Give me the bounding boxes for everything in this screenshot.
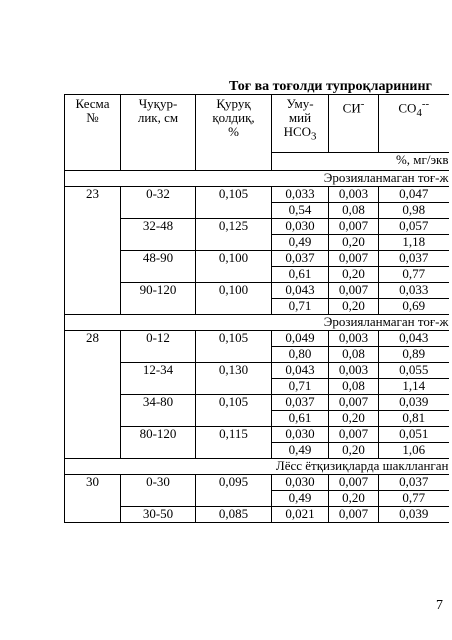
value-meq-cell: 0,08	[329, 379, 379, 395]
value-percent-cell: 0,007	[329, 395, 379, 411]
value-meq-cell: 0,20	[329, 267, 379, 283]
dry-residue-cell: 0,100	[196, 251, 272, 283]
section-label: Эрозияланмаган тоғ-ж	[65, 171, 449, 187]
units-label: %, мг/экв	[272, 153, 449, 171]
value-percent-cell: 0,037	[379, 251, 449, 267]
value-meq-cell: 0,89	[379, 347, 449, 363]
depth-cell: 0-12	[121, 331, 196, 363]
value-percent-cell: 0,007	[329, 427, 379, 443]
value-percent-cell: 0,003	[329, 187, 379, 203]
depth-cell: 80-120	[121, 427, 196, 459]
value-percent-cell: 0,003	[329, 363, 379, 379]
value-percent-cell: 0,030	[272, 475, 329, 491]
table-row	[65, 331, 449, 347]
value-meq-cell: 0,81	[379, 411, 449, 427]
header-dry-residue: Қуруқ қолдиқ, %	[196, 95, 272, 171]
value-meq-cell: 0,71	[272, 379, 329, 395]
value-meq-cell: 0,08	[329, 347, 379, 363]
header-hco3: Уму- мий $НСО_3$	[272, 95, 329, 153]
value-meq-cell: 1,18	[379, 235, 449, 251]
dry-residue-cell: 0,115	[196, 427, 272, 459]
value-percent-cell: 0,039	[379, 395, 449, 411]
table-row	[65, 219, 449, 235]
value-percent-cell: 0,033	[272, 187, 329, 203]
value-percent-cell: 0,051	[379, 427, 449, 443]
soil-salts-table	[64, 94, 449, 523]
value-meq-cell: 0,69	[379, 299, 449, 315]
profile-cell: 30	[65, 475, 121, 523]
table-title: Тоғ ва тоғолди тупроқларининг	[229, 79, 432, 94]
value-meq-cell: 1,06	[379, 443, 449, 459]
depth-cell: 0-30	[121, 475, 196, 507]
value-meq-cell: 0,71	[272, 299, 329, 315]
header-cl: СИ-	[329, 95, 379, 153]
page-number: 7	[436, 598, 443, 613]
table-row	[65, 187, 449, 203]
value-meq-cell: 0,77	[379, 267, 449, 283]
value-meq-cell: 0,49	[272, 443, 329, 459]
value-percent-cell: 0,007	[329, 475, 379, 491]
value-percent-cell: 0,037	[272, 251, 329, 267]
value-meq-cell: 0,20	[329, 235, 379, 251]
section-row	[65, 171, 449, 187]
depth-cell: 34-80	[121, 395, 196, 427]
value-percent-cell: 0,021	[272, 507, 329, 523]
value-percent-cell: 0,033	[379, 283, 449, 299]
value-percent-cell: 0,007	[329, 507, 379, 523]
table-row	[65, 395, 449, 411]
depth-cell: 32-48	[121, 219, 196, 251]
section-label: Лёсс ётқизиқларда шаклланган	[65, 459, 449, 475]
value-meq-cell: 1,14	[379, 379, 449, 395]
value-percent-cell: 0,049	[272, 331, 329, 347]
value-percent-cell: 0,043	[272, 363, 329, 379]
value-meq-cell: 0,54	[272, 203, 329, 219]
value-meq-cell: 0,98	[379, 203, 449, 219]
depth-cell: 12-34	[121, 363, 196, 395]
depth-cell: 48-90	[121, 251, 196, 283]
dry-residue-cell: 0,105	[196, 331, 272, 363]
value-meq-cell: 0,20	[329, 443, 379, 459]
value-meq-cell: 0,20	[329, 491, 379, 507]
value-percent-cell: 0,030	[272, 427, 329, 443]
dry-residue-cell: 0,125	[196, 219, 272, 251]
value-percent-cell: 0,055	[379, 363, 449, 379]
value-meq-cell: 0,49	[272, 235, 329, 251]
value-meq-cell: 0,80	[272, 347, 329, 363]
value-percent-cell: 0,043	[272, 283, 329, 299]
value-percent-cell: 0,043	[379, 331, 449, 347]
header-profile: Кесма №	[65, 95, 121, 171]
table-row	[65, 475, 449, 491]
value-meq-cell: 0,77	[379, 491, 449, 507]
depth-cell: 90-120	[121, 283, 196, 315]
table-row	[65, 363, 449, 379]
header-depth: Чуқур- лик, см	[121, 95, 196, 171]
value-meq-cell: 0,20	[329, 299, 379, 315]
dry-residue-cell: 0,100	[196, 283, 272, 315]
value-meq-cell: 0,61	[272, 411, 329, 427]
header-row	[65, 95, 449, 153]
value-percent-cell: 0,030	[272, 219, 329, 235]
value-percent-cell: 0,007	[329, 283, 379, 299]
table-row	[65, 427, 449, 443]
value-percent-cell: 0,047	[379, 187, 449, 203]
value-percent-cell: 0,037	[379, 475, 449, 491]
profile-cell: 23	[65, 187, 121, 315]
dry-residue-cell: 0,085	[196, 507, 272, 523]
value-percent-cell: 0,039	[379, 507, 449, 523]
table-body	[65, 95, 449, 523]
depth-cell: 0-32	[121, 187, 196, 219]
value-meq-cell: 0,08	[329, 203, 379, 219]
table-row	[65, 251, 449, 267]
value-meq-cell: 0,61	[272, 267, 329, 283]
table-row	[65, 283, 449, 299]
value-meq-cell: 0,20	[329, 411, 379, 427]
dry-residue-cell: 0,105	[196, 395, 272, 427]
section-row	[65, 315, 449, 331]
section-row	[65, 459, 449, 475]
header-so4: $СО_4^{--}$	[379, 95, 449, 153]
value-percent-cell: 0,007	[329, 219, 379, 235]
value-meq-cell: 0,49	[272, 491, 329, 507]
value-percent-cell: 0,007	[329, 251, 379, 267]
value-percent-cell: 0,057	[379, 219, 449, 235]
table-row	[65, 507, 449, 523]
dry-residue-cell: 0,130	[196, 363, 272, 395]
section-label: Эрозияланмаган тоғ-ж	[65, 315, 449, 331]
dry-residue-cell: 0,105	[196, 187, 272, 219]
depth-cell: 30-50	[121, 507, 196, 523]
dry-residue-cell: 0,095	[196, 475, 272, 507]
value-percent-cell: 0,037	[272, 395, 329, 411]
value-percent-cell: 0,003	[329, 331, 379, 347]
profile-cell: 28	[65, 331, 121, 459]
